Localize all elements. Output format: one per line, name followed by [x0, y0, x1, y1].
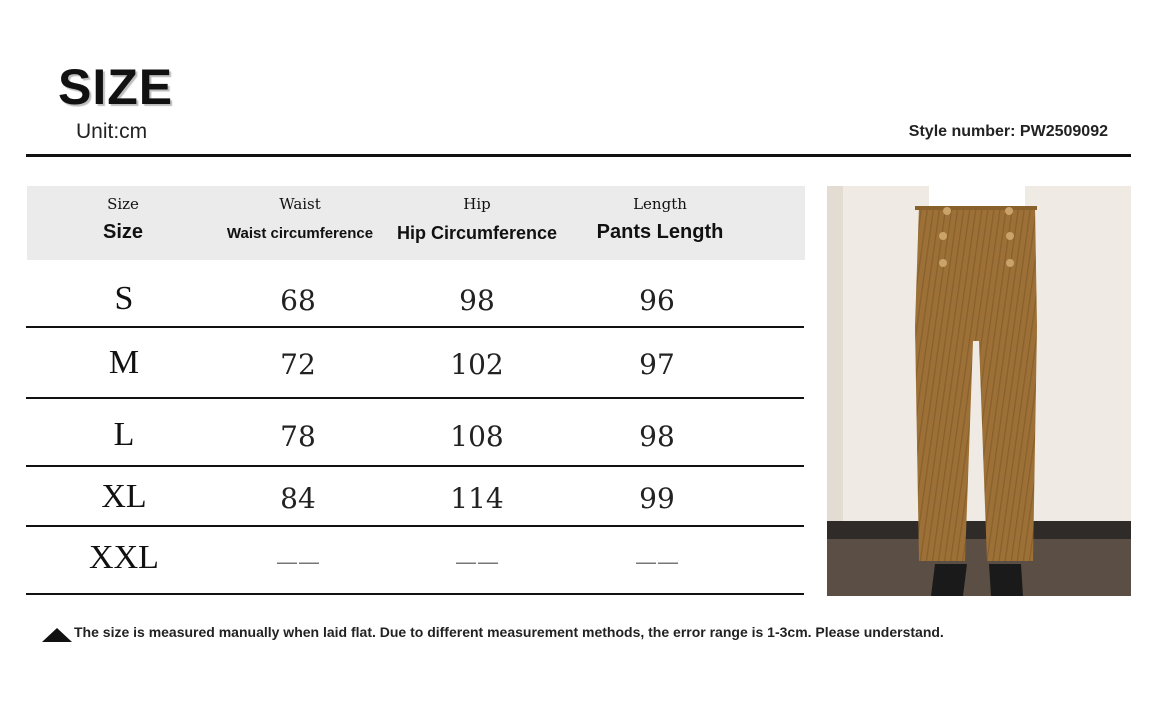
column-header-length: [570, 186, 750, 244]
header-divider: [26, 154, 1131, 157]
length-cell: 99: [639, 482, 675, 515]
size-cell: L: [113, 416, 135, 453]
length-cell: 96: [639, 284, 675, 317]
column-header-waist: [210, 186, 390, 242]
size-cell: XXL: [89, 539, 159, 576]
row-divider: [26, 465, 804, 467]
row-divider: [26, 326, 804, 328]
triangle-up-icon: [42, 628, 72, 642]
column-header-size-label: Size: [102, 221, 144, 243]
unit-label: Unit:cm: [76, 120, 148, 143]
column-header-hip-en: Hip: [463, 195, 491, 213]
size-cell: S: [114, 280, 134, 317]
waist-cell: 72: [280, 348, 316, 381]
hip-cell: 102: [450, 348, 504, 381]
hip-cell: 114: [450, 482, 504, 515]
waist-cell: 68: [280, 284, 316, 317]
size-cell: XL: [101, 478, 147, 515]
hip-cell: ——: [455, 550, 499, 575]
waist-cell: 78: [280, 420, 316, 453]
waist-cell: ——: [276, 550, 320, 575]
page-title: SIZE: [58, 59, 174, 115]
product-photo: [827, 186, 1131, 596]
style-number: Style number: PW2509092: [908, 123, 1108, 140]
hip-cell: 98: [459, 284, 495, 317]
note-text: The size is measured manually when laid flat. Due to different measurement methods, the error range is 1-3cm. Please understand.: [74, 624, 944, 640]
row-divider: [26, 593, 804, 595]
length-cell: 98: [639, 420, 675, 453]
column-header-hip-label: Hip Circumference: [396, 223, 558, 243]
size-cell: M: [108, 344, 140, 381]
column-header-length-en: Length: [633, 195, 687, 213]
row-divider: [26, 397, 804, 399]
column-header-size: [63, 186, 183, 244]
column-header-waist-label: Waist circumference: [226, 225, 374, 242]
column-header-length-label: Pants Length: [596, 221, 724, 243]
length-cell: 97: [639, 348, 675, 381]
table-header: [27, 186, 805, 260]
hip-cell: 108: [450, 420, 504, 453]
column-header-hip: [385, 186, 569, 244]
column-header-size-en: Size: [107, 195, 139, 213]
waist-cell: 84: [280, 482, 316, 515]
row-divider: [26, 525, 804, 527]
column-header-waist-en: Waist: [279, 195, 321, 213]
length-cell: ——: [635, 550, 679, 575]
